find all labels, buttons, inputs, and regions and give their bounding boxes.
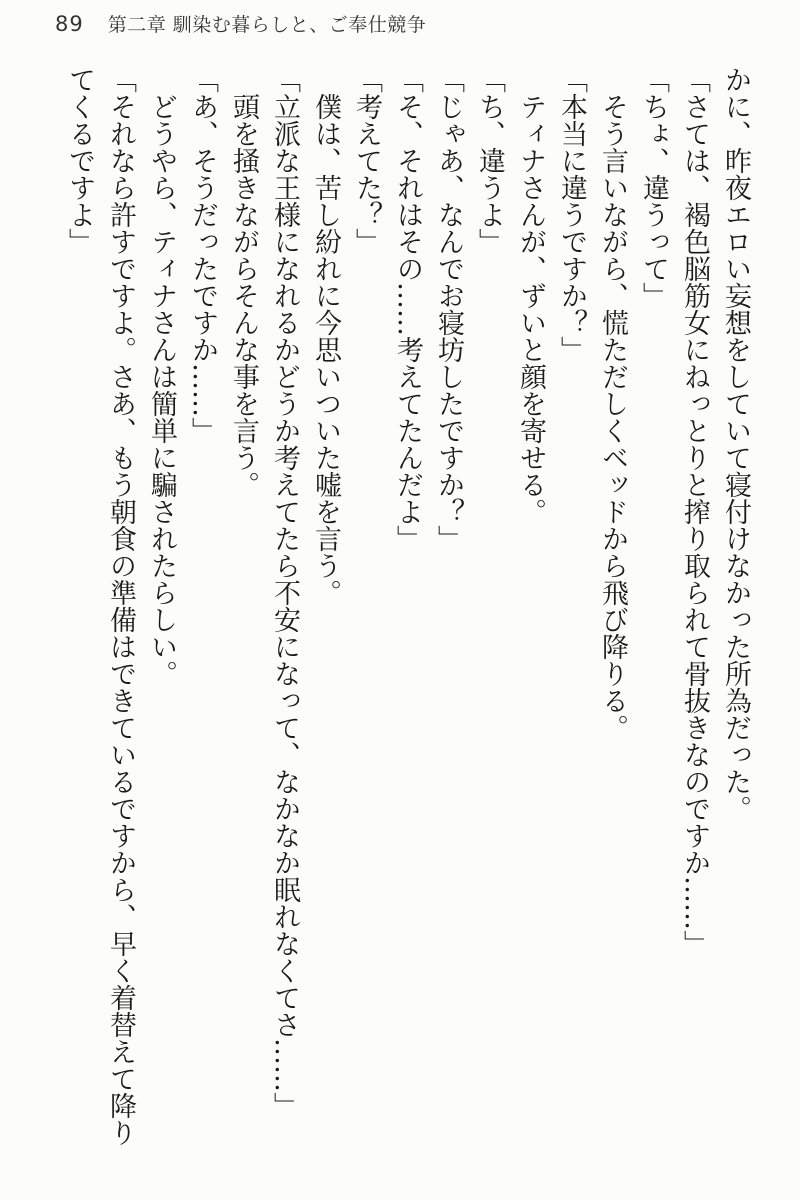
paragraph: 「ち、違うよ」 <box>474 66 505 255</box>
paragraph: 頭を掻きながらそんな事を言う。 <box>228 66 259 498</box>
novel-text-block <box>42 66 756 1170</box>
paragraph: 「じゃあ、なんでお寝坊したですか？」 <box>433 66 464 552</box>
running-head <box>55 10 426 37</box>
paragraph: 「立派な王様になれるかどうか考えてたら不安になって、なかなか眠れなくてさ……」 <box>269 66 300 1119</box>
page-number: 89 <box>55 12 84 36</box>
paragraph: 「考えてた？」 <box>351 66 382 255</box>
paragraph: 「ちょ、違うって」 <box>638 66 669 309</box>
paragraph: そう言いながら、慌ただしくベッドから飛び降りる。 <box>597 66 628 741</box>
paragraph: 「あ、そうだったですか……」 <box>187 66 218 444</box>
paragraph: 僕は、苦し紛れに今思いついた嘘を言う。 <box>310 66 341 606</box>
paragraph: ティナさんが、ずいと顔を寄せる。 <box>515 66 546 525</box>
paragraph: かに、昨夜エロい妄想をしていて寝付けなかった所為だった。 <box>720 66 751 822</box>
paragraph: 「さては、褐色脳筋女にねっとりと搾り取られて骨抜きなのですか……」 <box>679 66 710 957</box>
paragraph: 「本当に違うですか？」 <box>556 66 587 363</box>
chapter-title: 第二章 馴染む暮らしと、ご奉仕競争 <box>107 14 427 36</box>
paragraph: 「それなら許すですよ。さあ、もう朝食の準備はできているですから、早く着替えて降りてくるですよ」 <box>64 66 136 1146</box>
paragraph: どうやら、ティナさんは簡単に騙されたらしい。 <box>146 66 177 687</box>
paragraph: 「そ、それはその……考えてたんだよ」 <box>392 66 423 552</box>
